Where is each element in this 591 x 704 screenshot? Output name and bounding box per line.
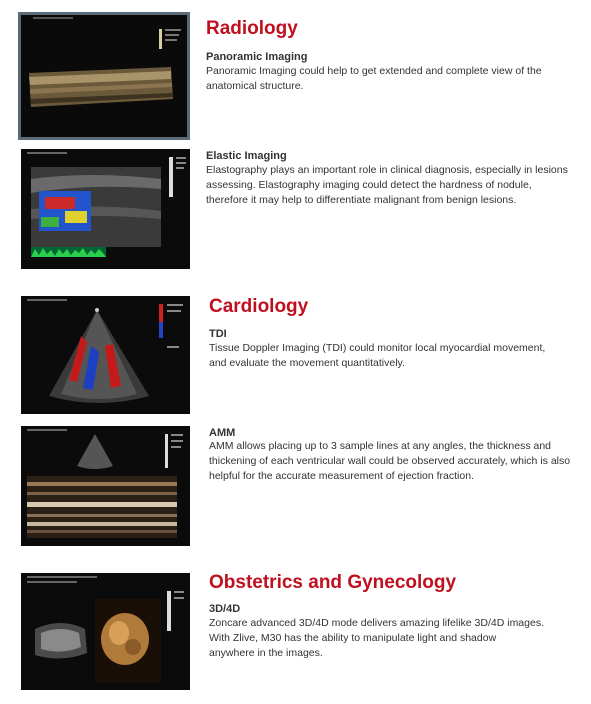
- tdi-image: [21, 296, 190, 414]
- item-desc-panoramic: [206, 64, 542, 94]
- desc-line: AMM allows placing up to 3 sample lines at any angles, the thickness and: [209, 440, 552, 452]
- item-desc-3d4d: [209, 616, 544, 661]
- section-heading-radiology: Radiology: [206, 18, 298, 39]
- desc-line: thickening of each ventricular wall could be observed accurately, which is also: [209, 455, 571, 467]
- item-desc-tdi: [209, 341, 545, 371]
- obstetrics-3d4d-image: [21, 573, 190, 690]
- item-title-panoramic: Panoramic Imaging: [206, 51, 308, 63]
- desc-line: Elastography plays an important role in clinical diagnosis, especially in lesions: [206, 164, 568, 176]
- desc-line: With Zlive, M30 has the ability to manipulate light and shadow: [209, 632, 497, 644]
- amm-image: [21, 426, 190, 546]
- desc-line: assessing. Elastography imaging could detect the hardness of nodule,: [206, 179, 532, 191]
- desc-line: and evaluate the movement quantitatively.: [209, 357, 405, 369]
- desc-line: Tissue Doppler Imaging (TDI) could monitor local myocardial movement,: [209, 342, 546, 354]
- elastic-image: [21, 149, 190, 269]
- item-desc-elastic: [206, 163, 568, 208]
- desc-line: anatomical structure.: [206, 80, 304, 92]
- desc-line: Zoncare advanced 3D/4D mode delivers amazing lifelike 3D/4D images.: [209, 617, 544, 629]
- panoramic-image: [18, 12, 190, 140]
- desc-line: anywhere in the images.: [209, 647, 323, 659]
- desc-line: helpful for the accurate measurement of ejection fraction.: [209, 470, 474, 482]
- item-title-tdi: TDI: [209, 328, 227, 340]
- section-heading-obstetrics: Obstetrics and Gynecology: [209, 572, 457, 593]
- desc-line: Panoramic Imaging could help to get extended and complete view of the: [206, 65, 542, 77]
- item-title-elastic: Elastic Imaging: [206, 150, 287, 162]
- item-title-3d4d: 3D/4D: [209, 603, 241, 615]
- section-heading-cardiology: Cardiology: [209, 296, 309, 317]
- item-desc-amm: [209, 439, 570, 484]
- item-title-amm: AMM: [209, 427, 236, 439]
- desc-line: therefore it may help to differentiate malignant from benign lesions.: [206, 194, 517, 206]
